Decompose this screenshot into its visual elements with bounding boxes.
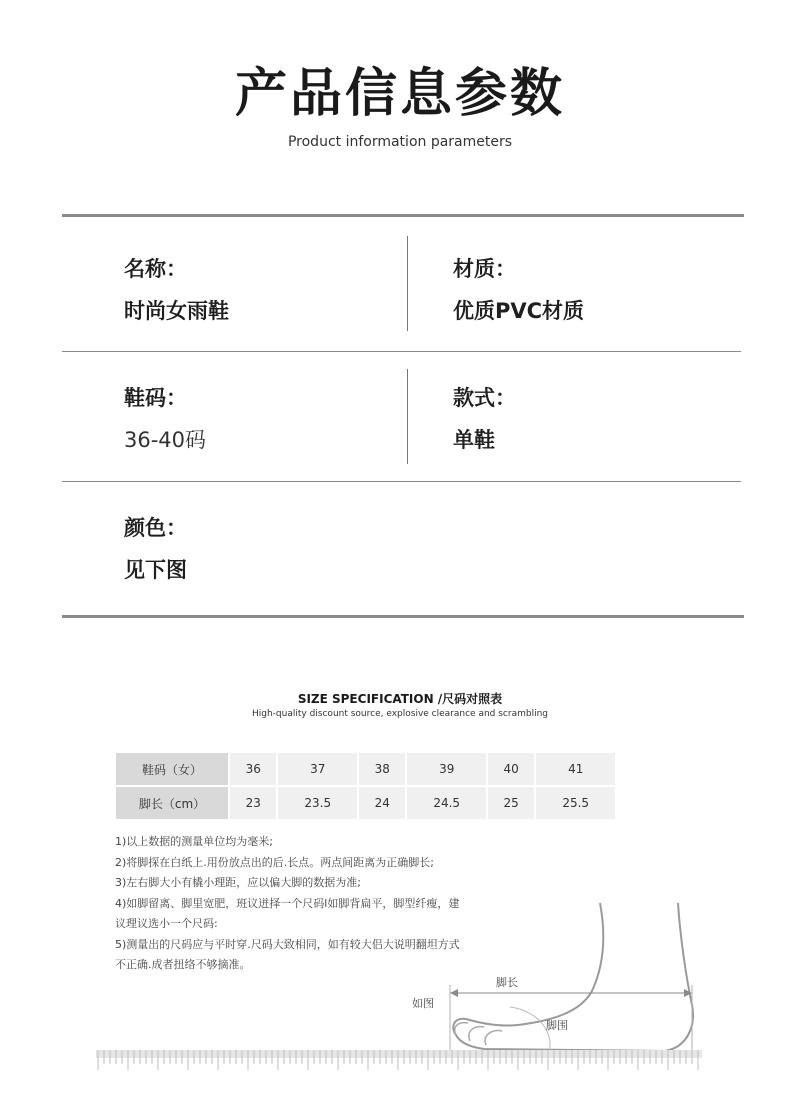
note-line: 4)如脚留离、脚里宽肥，班议迸择一个尺码l如脚背扁平，脚型纤瘦，建 xyxy=(115,896,460,910)
size-spec-subtitle: High-quality discount source, explosive clearance and scrambling xyxy=(252,709,548,719)
table-row xyxy=(115,752,616,786)
style-label: 款式： xyxy=(453,386,516,410)
table-cell: 23.5 xyxy=(277,786,358,820)
table-cell: 41 xyxy=(535,752,616,786)
size-spec-title: SIZE SPECIFICATION /尺码对照表 xyxy=(297,692,503,706)
divider-bottom xyxy=(62,615,744,618)
table-cell: 25.5 xyxy=(535,786,616,820)
page-title: 产品信息参数 xyxy=(234,64,565,124)
table-cell: 25 xyxy=(487,786,535,820)
table-cell: 23 xyxy=(229,786,277,820)
color-value: 见下图 xyxy=(124,558,187,582)
note-line: 3)左右脚大小有橇小理距，应以偏大脚的数据为准; xyxy=(115,876,361,889)
as-shown-label: 如图 xyxy=(412,997,434,1010)
foot-length-label: 脚长 xyxy=(496,976,518,989)
note-line: 不正确.成者扭络不够摘准。 xyxy=(115,958,251,971)
page-subtitle: Product information parameters xyxy=(287,134,513,150)
foot-girth-label: 脚围 xyxy=(546,1019,568,1032)
column-divider xyxy=(407,369,408,464)
table-cell: 37 xyxy=(277,752,358,786)
table-header-cell: 脚长（cm） xyxy=(115,786,229,820)
table-cell: 40 xyxy=(487,752,535,786)
size-label: 鞋码： xyxy=(124,386,187,410)
table-cell: 24 xyxy=(358,786,406,820)
ruler-graphic xyxy=(96,1050,702,1072)
table-cell: 38 xyxy=(358,752,406,786)
divider-top xyxy=(62,214,744,217)
table-cell: 39 xyxy=(406,752,487,786)
size-value: 36-40码 xyxy=(124,428,207,452)
material-value: 优质PVC材质 xyxy=(453,299,585,323)
table-row xyxy=(115,786,616,820)
foot-illustration xyxy=(440,895,710,1067)
column-divider xyxy=(407,236,408,331)
table-cell: 36 xyxy=(229,752,277,786)
name-label: 名称： xyxy=(124,257,187,281)
color-label: 颜色： xyxy=(124,516,187,540)
name-value: 时尚女雨鞋 xyxy=(124,299,229,323)
note-line: 议理议选小一个尺码: xyxy=(115,917,218,930)
style-value: 单鞋 xyxy=(453,428,495,452)
note-line: 5)测量出的尺码应与平时穿.尺码大致相同，如有较大侣大说明翻坦方式 xyxy=(115,937,460,951)
material-label: 材质： xyxy=(453,257,516,281)
divider-row xyxy=(62,351,741,352)
note-line: 1)以上数据的测量单位均为毫米; xyxy=(115,835,273,848)
size-table xyxy=(114,751,617,821)
note-line: 2)将脚探在白纸上.用份放点出的后.长点。两点间距离为正确脚长; xyxy=(115,855,434,869)
table-cell: 24.5 xyxy=(406,786,487,820)
table-header-cell: 鞋码（女） xyxy=(115,752,229,786)
divider-row xyxy=(62,481,741,482)
